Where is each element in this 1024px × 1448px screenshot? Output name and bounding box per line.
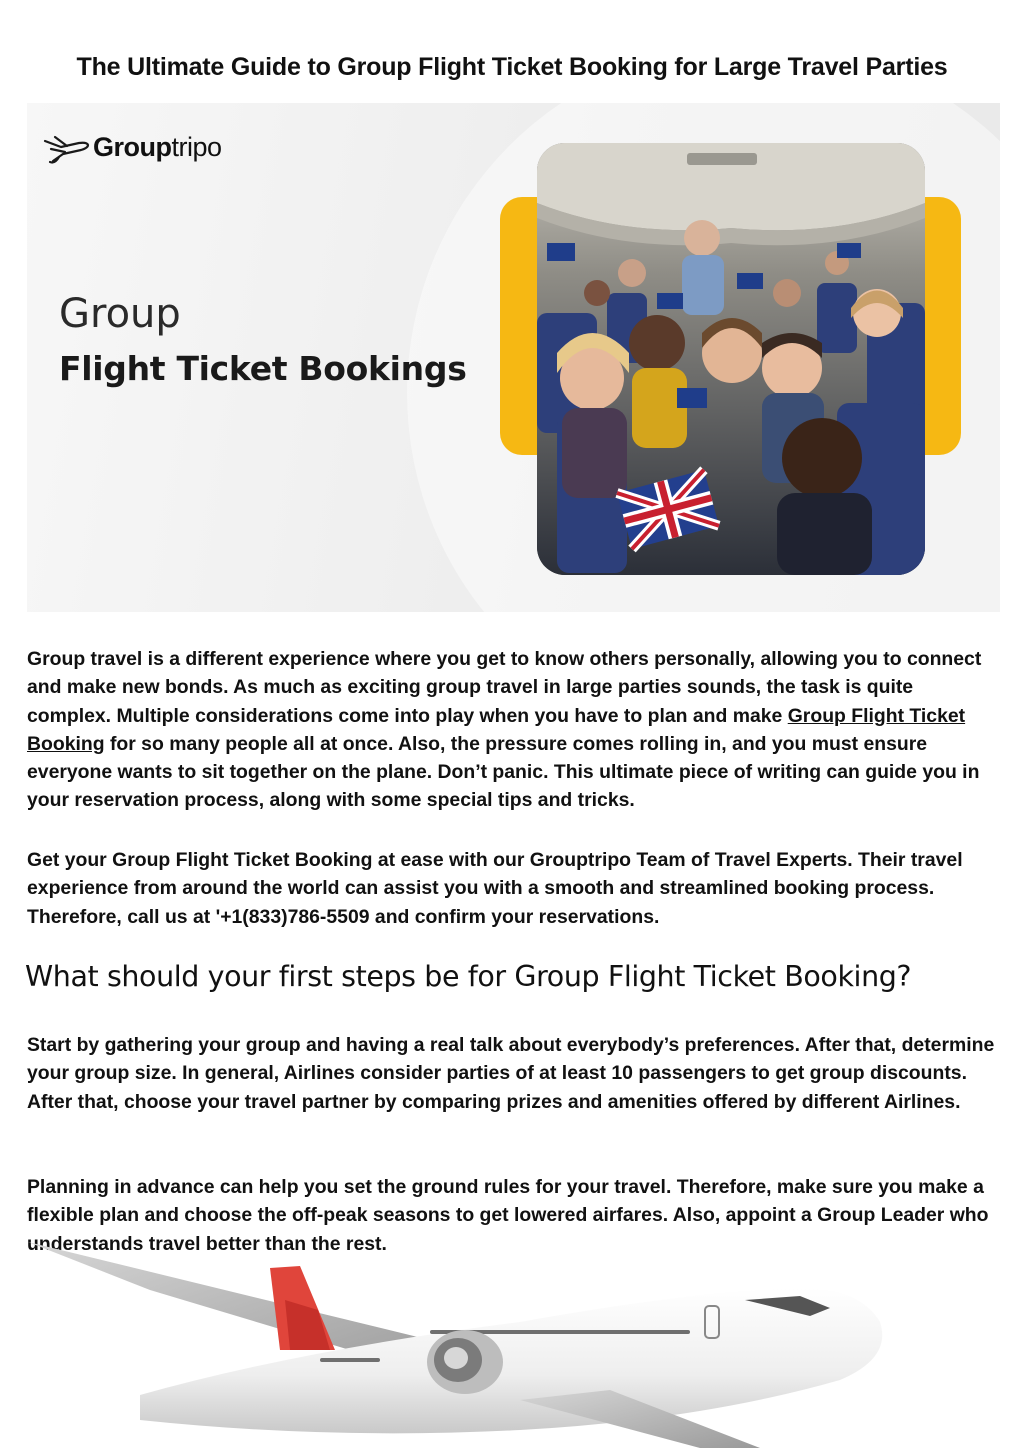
first-steps-paragraph: Start by gathering your group and having a real talk about everybody’s preferences. After that, determine your group size. In general, Airlines consider parties of at least 10 passengers to get group discounts. After that, choose your travel partner by comparing prizes and amenities offered by different Airlines. xyxy=(27,1034,995,1113)
group-flight-ticket-booking-link[interactable]: Group Flight Ticket Booking xyxy=(27,704,966,755)
section-heading: What should your first steps be for Group Flight Ticket Booking? xyxy=(25,960,912,993)
hero-banner xyxy=(27,103,1000,612)
logo-text: Grouptripo xyxy=(93,131,222,162)
airplane-logo-icon xyxy=(41,127,93,167)
intro-paragraph: Group travel is a different experience where you get to know others personally, allowing you to connect and make new bonds. As much as exciting group travel in large parties sounds, the task is quite complex. Multiple considerations come into play when you have to plan and make Group Flight Ticket Booking for so many people all at once. Also, the pressure comes rolling in, and you must ensure everyone wants to sit together on the plane. Don’t panic. This ultimate piece of writing can guide you in your reservation process, along with some special tips and tricks. xyxy=(27,648,982,812)
banner-heading-line2: Flight Ticket Bookings xyxy=(59,349,467,388)
page-title: The Ultimate Guide to Group Flight Ticket Booking for Large Travel Parties xyxy=(76,52,948,81)
group-passengers-photo xyxy=(537,143,925,575)
contact-paragraph: Get your Group Flight Ticket Booking at ease with our Grouptripo Team of Travel Experts. Their travel experience from around the world can assist you with a smooth and streamlined booking process. Therefore, call us at '+1(833)786-5509 and confirm your reservations. xyxy=(27,849,963,928)
planning-paragraph: Planning in advance can help you set the ground rules for your travel. Therefore, make sure you make a flexible plan and choose the off-peak seasons to get lowered airfares. Also, appoint a Group Leader who understands travel better than the rest. xyxy=(27,1176,989,1255)
airplane-illustration xyxy=(0,1230,1024,1448)
banner-heading-line1: Group xyxy=(59,291,181,337)
grouptripo-logo xyxy=(41,127,222,167)
